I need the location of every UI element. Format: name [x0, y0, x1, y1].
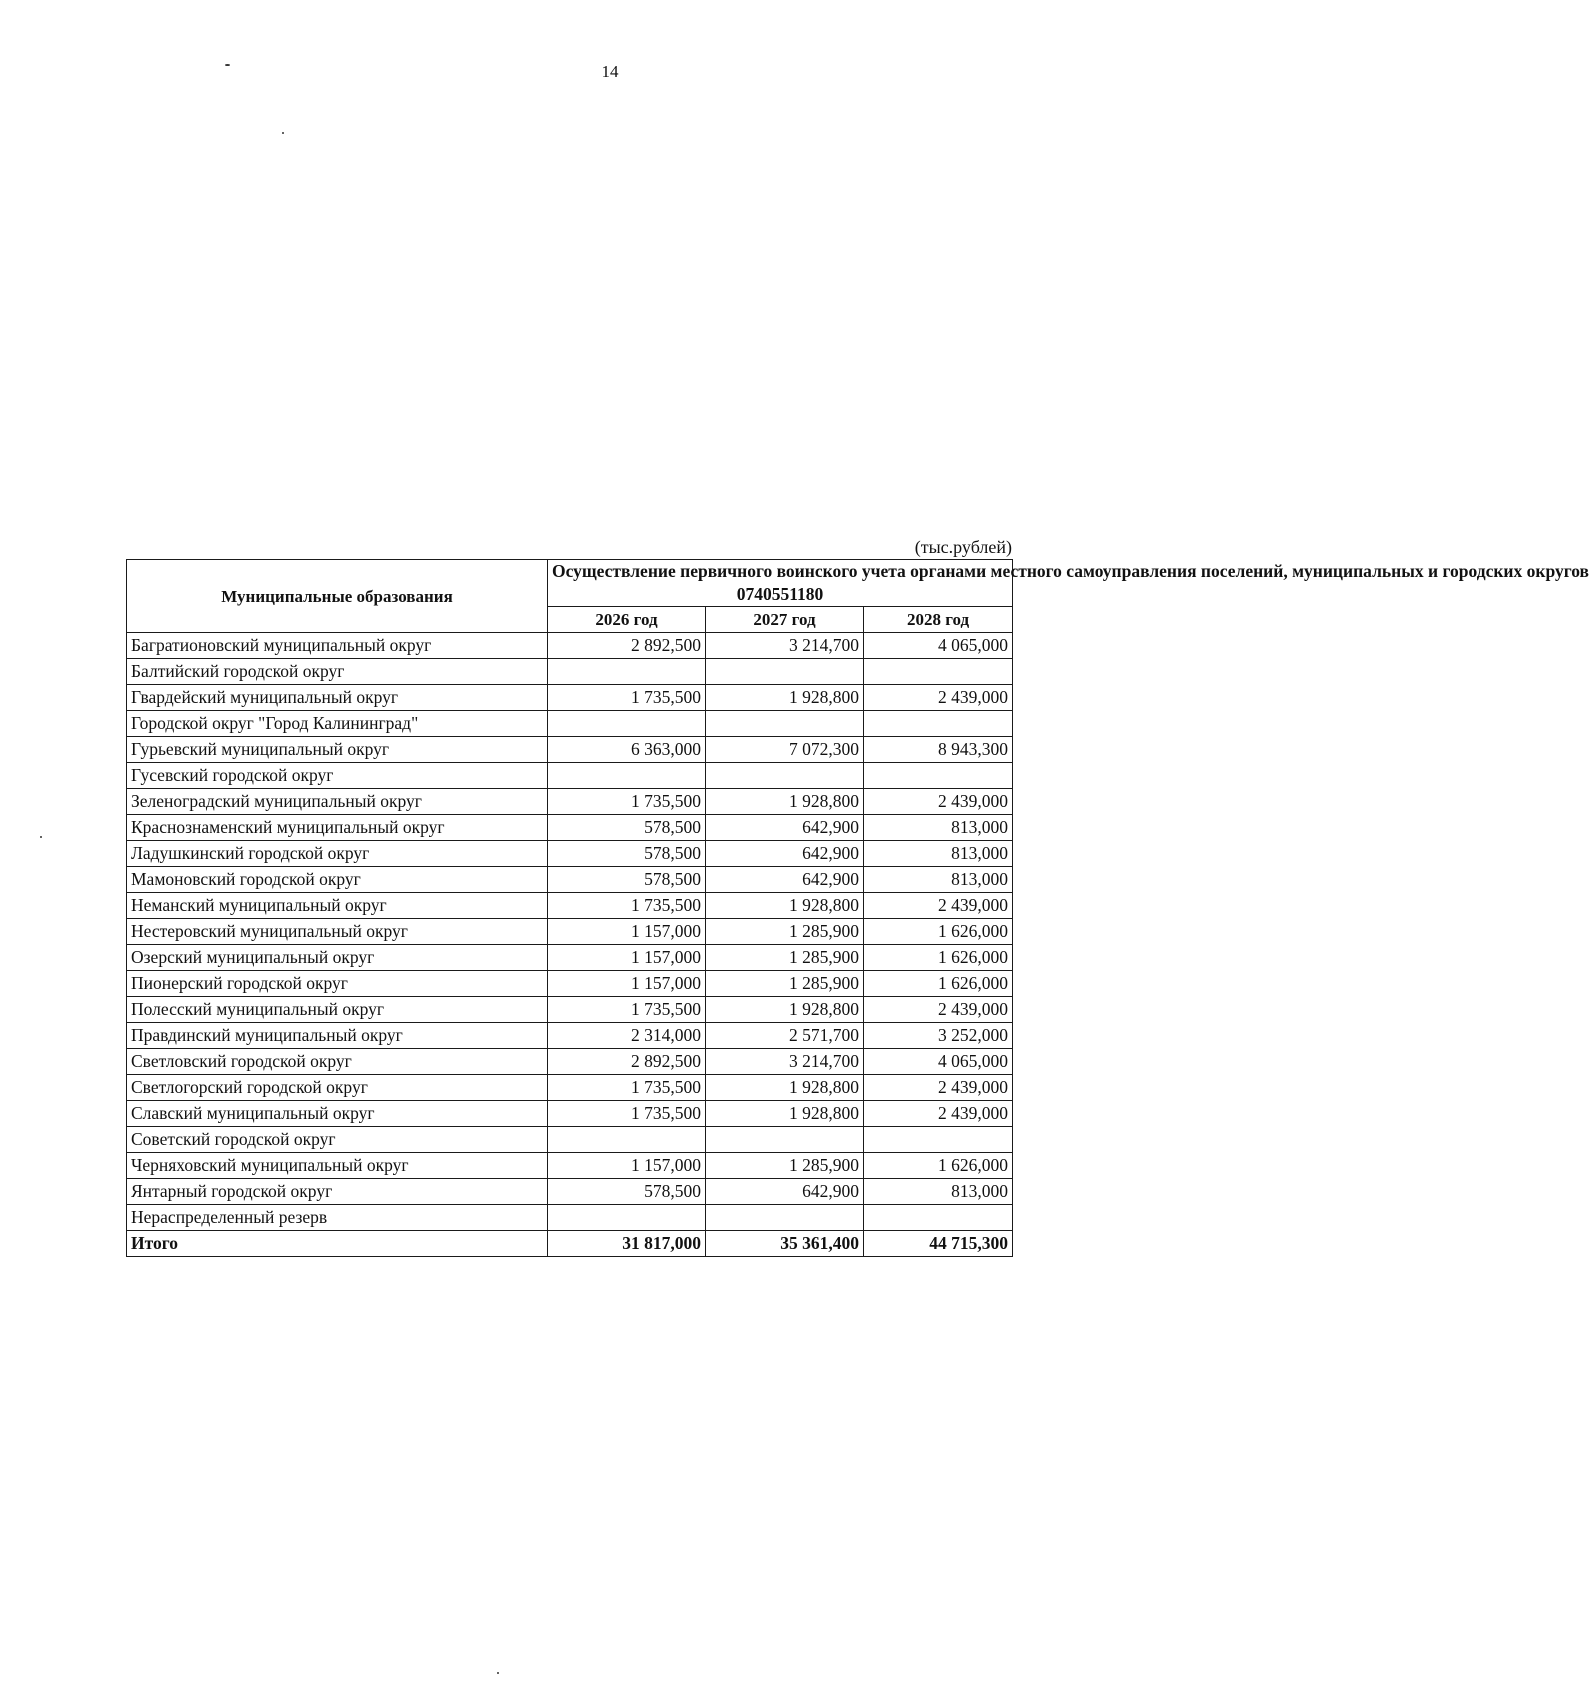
value-2027: 3 214,700 [706, 1049, 864, 1075]
value-2028: 2 439,000 [864, 789, 1013, 815]
value-2028: 2 439,000 [864, 997, 1013, 1023]
value-2026: 1 157,000 [548, 971, 706, 997]
table-row [127, 1127, 1013, 1153]
value-2027: 3 214,700 [706, 633, 864, 659]
value-2027: 7 072,300 [706, 737, 864, 763]
municipality-name: Ладушкинский городской округ [127, 841, 548, 867]
value-2027 [706, 1127, 864, 1153]
value-2028: 2 439,000 [864, 1101, 1013, 1127]
value-2028: 4 065,000 [864, 1049, 1013, 1075]
value-2027: 1 928,800 [706, 789, 864, 815]
table-row [127, 841, 1013, 867]
table-body [127, 633, 1013, 1257]
value-2027 [706, 711, 864, 737]
municipality-name: Гусевский городской округ [127, 763, 548, 789]
value-2027: 1 928,800 [706, 685, 864, 711]
table-row [127, 1179, 1013, 1205]
value-2028 [864, 1205, 1013, 1231]
value-2026: 1 735,500 [548, 789, 706, 815]
budget-table [126, 559, 1589, 1257]
value-2028: 813,000 [864, 1179, 1013, 1205]
table-row [127, 815, 1013, 841]
value-2026: 6 363,000 [548, 737, 706, 763]
scan-speck [282, 132, 284, 134]
value-2028: 813,000 [864, 815, 1013, 841]
value-2027 [706, 763, 864, 789]
municipality-name: Краснознаменский муниципальный округ [127, 815, 548, 841]
municipality-name: Зеленоградский муниципальный округ [127, 789, 548, 815]
value-2027: 642,900 [706, 841, 864, 867]
municipality-name: Черняховский муниципальный округ [127, 1153, 548, 1179]
table-row [127, 1075, 1013, 1101]
program-code: 0740551180 [736, 584, 824, 604]
value-2026: 1 735,500 [548, 1101, 706, 1127]
table-header-row [127, 560, 1013, 607]
units-label: (тыс.рублей) [914, 537, 1012, 557]
year-header-2026: 2026 год [548, 607, 706, 633]
value-2027: 2 571,700 [706, 1023, 864, 1049]
page-number: 14 [601, 62, 619, 81]
value-2027: 642,900 [706, 867, 864, 893]
municipality-name: Славский муниципальный округ [127, 1101, 548, 1127]
value-2027: 1 285,900 [706, 945, 864, 971]
total-label: Итого [127, 1231, 548, 1257]
value-2028: 2 439,000 [864, 893, 1013, 919]
value-2027: 642,900 [706, 1179, 864, 1205]
value-2027: 1 285,900 [706, 1153, 864, 1179]
table-row [127, 737, 1013, 763]
value-2026 [548, 763, 706, 789]
value-2028 [864, 763, 1013, 789]
value-2027: 1 928,800 [706, 1075, 864, 1101]
value-2027: 642,900 [706, 815, 864, 841]
municipality-name: Нераспределенный резерв [127, 1205, 548, 1231]
value-2028: 4 065,000 [864, 633, 1013, 659]
value-2026: 578,500 [548, 841, 706, 867]
value-2026 [548, 1127, 706, 1153]
municipality-name: Полесский муниципальный округ [127, 997, 548, 1023]
value-2027 [706, 659, 864, 685]
municipality-name: Советский городской округ [127, 1127, 548, 1153]
value-2027: 1 285,900 [706, 919, 864, 945]
table-row [127, 919, 1013, 945]
value-2028: 813,000 [864, 867, 1013, 893]
program-title: Осуществление первичного воинского учета органами местного самоуправления поселений, муниципальных и городских округов [552, 561, 1589, 581]
value-2028: 813,000 [864, 841, 1013, 867]
value-2028: 2 439,000 [864, 1075, 1013, 1101]
municipality-name: Озерский муниципальный округ [127, 945, 548, 971]
municipality-name: Мамоновский городской округ [127, 867, 548, 893]
scan-speck [497, 1672, 499, 1674]
value-2027: 1 928,800 [706, 1101, 864, 1127]
total-value-2026: 31 817,000 [548, 1231, 706, 1257]
value-2028 [864, 659, 1013, 685]
value-2026: 1 157,000 [548, 1153, 706, 1179]
value-2028: 1 626,000 [864, 945, 1013, 971]
value-2027: 1 285,900 [706, 971, 864, 997]
total-value-2027: 35 361,400 [706, 1231, 864, 1257]
value-2026: 2 892,500 [548, 633, 706, 659]
value-2026 [548, 1205, 706, 1231]
value-2028: 1 626,000 [864, 971, 1013, 997]
total-row [127, 1231, 1013, 1257]
table-row [127, 971, 1013, 997]
municipality-name: Янтарный городской округ [127, 1179, 548, 1205]
table-row [127, 1205, 1013, 1231]
year-header-2027: 2027 год [706, 607, 864, 633]
value-2026: 1 735,500 [548, 997, 706, 1023]
scan-speck [225, 64, 230, 66]
municipality-name: Гурьевский муниципальный округ [127, 737, 548, 763]
municipality-name: Балтийский городской округ [127, 659, 548, 685]
table-row [127, 893, 1013, 919]
table-row [127, 1153, 1013, 1179]
value-2026: 1 735,500 [548, 893, 706, 919]
table-row [127, 997, 1013, 1023]
municipal-column-header: Муниципальные образования [127, 560, 548, 633]
value-2026: 1 735,500 [548, 685, 706, 711]
table-row [127, 633, 1013, 659]
municipality-name: Пионерский городской округ [127, 971, 548, 997]
value-2028: 1 626,000 [864, 1153, 1013, 1179]
value-2028: 8 943,300 [864, 737, 1013, 763]
value-2026: 1 157,000 [548, 945, 706, 971]
value-2027: 1 928,800 [706, 997, 864, 1023]
table-row [127, 659, 1013, 685]
table-row [127, 763, 1013, 789]
value-2026: 578,500 [548, 867, 706, 893]
value-2028 [864, 711, 1013, 737]
value-2026 [548, 659, 706, 685]
table-row [127, 711, 1013, 737]
value-2026: 578,500 [548, 1179, 706, 1205]
municipality-name: Багратионовский муниципальный округ [127, 633, 548, 659]
value-2027 [706, 1205, 864, 1231]
municipality-name: Нестеровский муниципальный округ [127, 919, 548, 945]
table-row [127, 1049, 1013, 1075]
scan-speck [40, 836, 42, 838]
value-2028: 3 252,000 [864, 1023, 1013, 1049]
value-2026 [548, 711, 706, 737]
program-column-header [548, 560, 1589, 607]
value-2026: 1 735,500 [548, 1075, 706, 1101]
table-row [127, 1023, 1013, 1049]
municipality-name: Светловский городской округ [127, 1049, 548, 1075]
table-row [127, 867, 1013, 893]
municipality-name: Неманский муниципальный округ [127, 893, 548, 919]
value-2028: 2 439,000 [864, 685, 1013, 711]
municipality-name: Светлогорский городской округ [127, 1075, 548, 1101]
value-2028 [864, 1127, 1013, 1153]
table-row [127, 945, 1013, 971]
value-2026: 578,500 [548, 815, 706, 841]
value-2026: 1 157,000 [548, 919, 706, 945]
municipality-name: Правдинский муниципальный округ [127, 1023, 548, 1049]
table-row [127, 789, 1013, 815]
value-2026: 2 314,000 [548, 1023, 706, 1049]
value-2027: 1 928,800 [706, 893, 864, 919]
municipality-name: Городской округ "Город Калининград" [127, 711, 548, 737]
total-value-2028: 44 715,300 [864, 1231, 1013, 1257]
municipality-name: Гвардейский муниципальный округ [127, 685, 548, 711]
table-row [127, 1101, 1013, 1127]
year-header-2028: 2028 год [864, 607, 1013, 633]
table-row [127, 685, 1013, 711]
value-2028: 1 626,000 [864, 919, 1013, 945]
value-2026: 2 892,500 [548, 1049, 706, 1075]
